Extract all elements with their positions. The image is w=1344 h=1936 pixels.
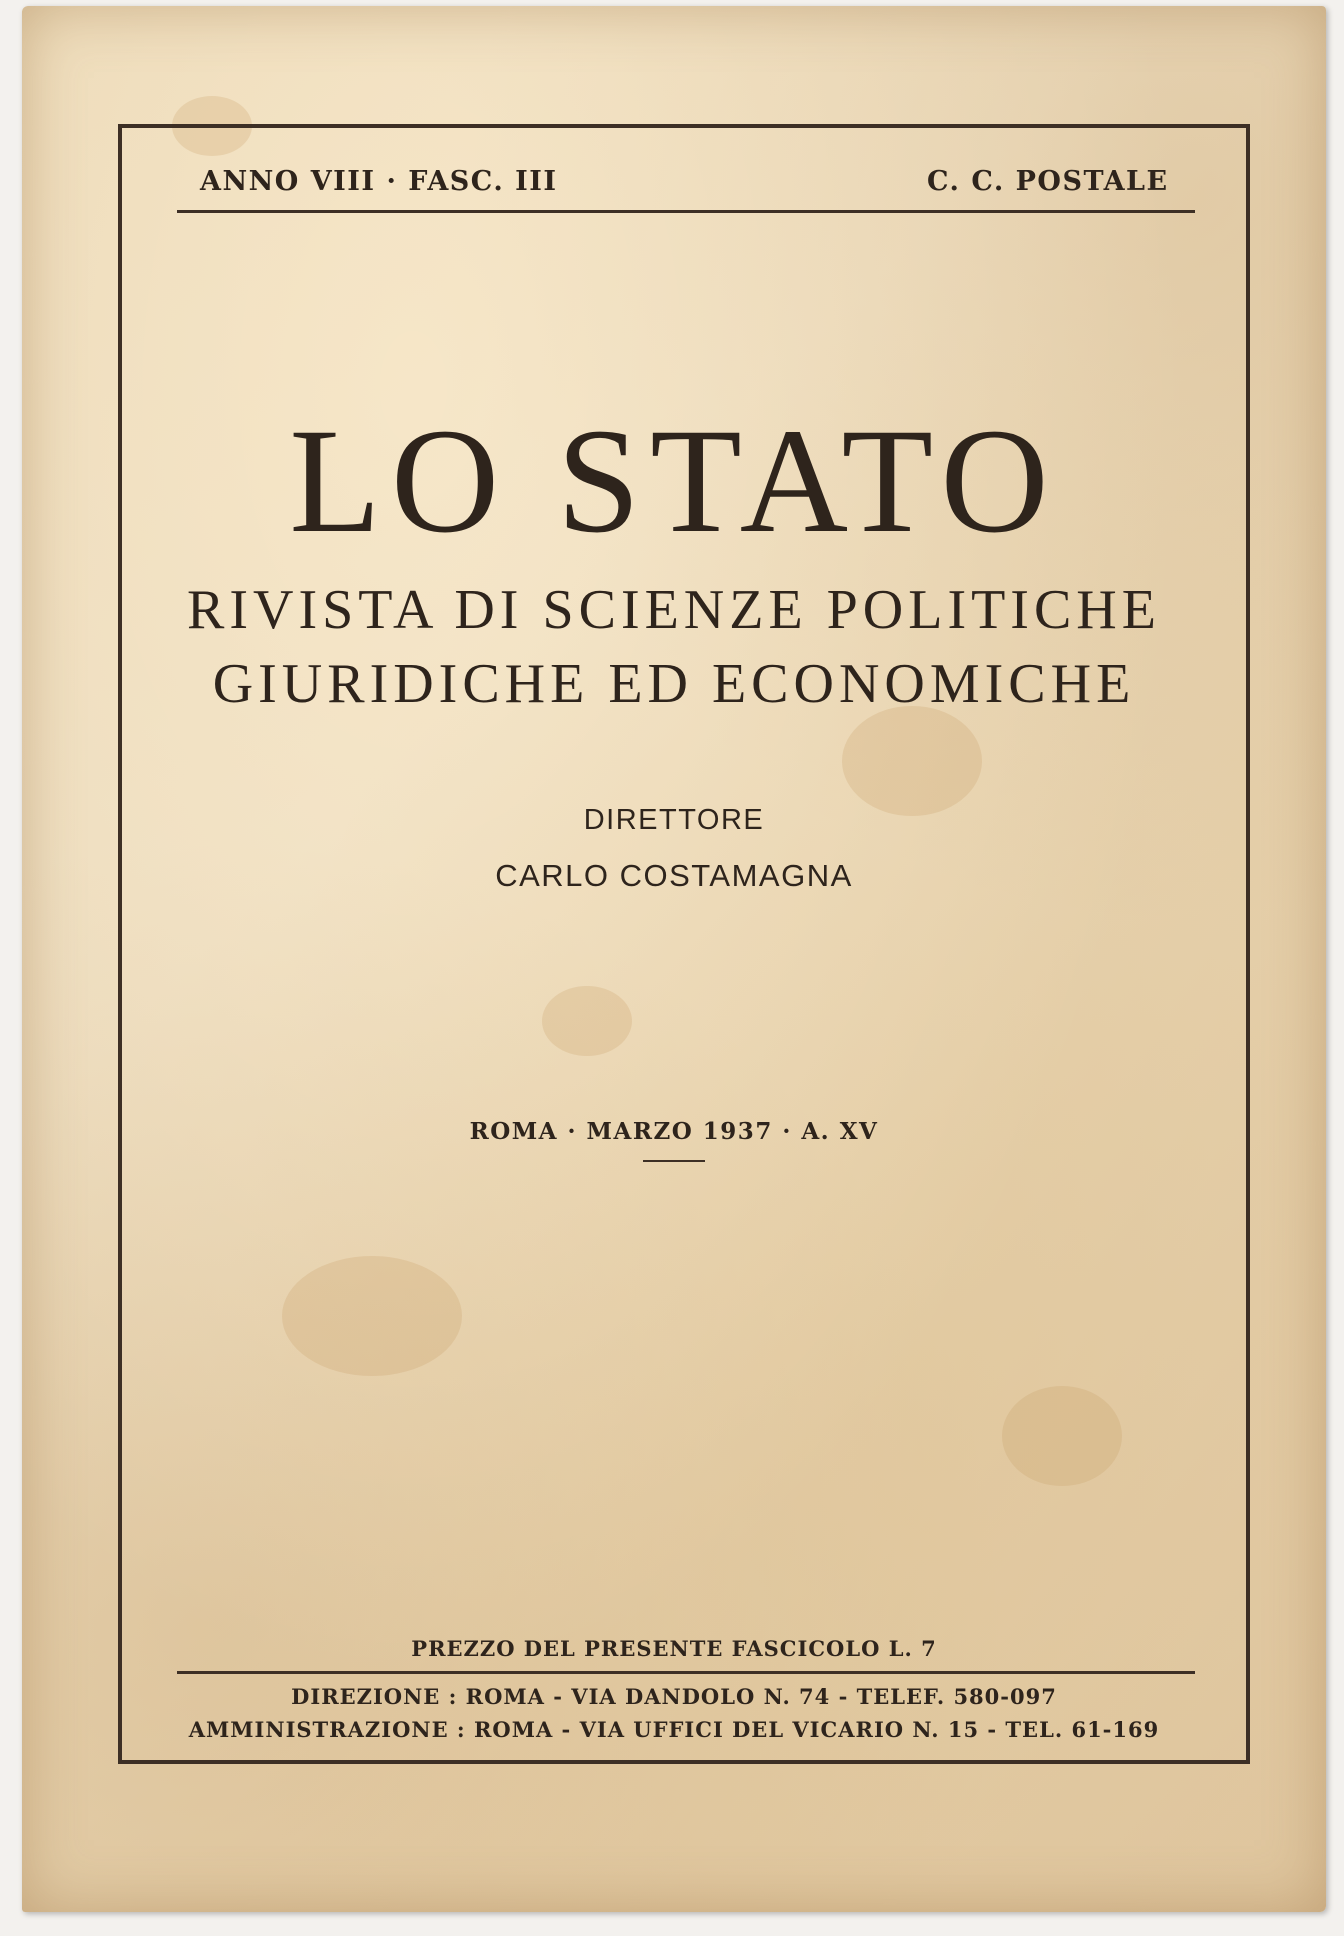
magazine-subtitle-line-1: RIVISTA DI SCIENZE POLITICHE bbox=[187, 579, 1161, 641]
publication-place-date: ROMA · MARZO 1937 · A. XV bbox=[469, 1118, 879, 1145]
magazine-cover bbox=[22, 6, 1326, 1912]
director-label: DIRETTORE bbox=[583, 804, 765, 836]
header-rule bbox=[177, 210, 1195, 213]
magazine-subtitle-line-2: GIURIDICHE ED ECONOMICHE bbox=[212, 653, 1136, 715]
director-name: CARLO COSTAMAGNA bbox=[495, 858, 853, 893]
footer-rule bbox=[177, 1671, 1195, 1674]
issue-price: PREZZO DEL PRESENTE FASCICOLO L. 7 bbox=[411, 1636, 937, 1661]
issue-volume-label: ANNO VIII · FASC. III bbox=[200, 166, 558, 197]
administration-address: AMMINISTRAZIONE : ROMA - VIA UFFICI DEL VICARIO N. 15 - TEL. 61-169 bbox=[188, 1717, 1160, 1742]
magazine-title: LO STATO bbox=[289, 398, 1059, 564]
cover-border-frame bbox=[118, 124, 1250, 1764]
postal-account-label: C. C. POSTALE bbox=[927, 166, 1169, 197]
editorial-address: DIREZIONE : ROMA - VIA DANDOLO N. 74 - TELEF. 580-097 bbox=[291, 1684, 1057, 1709]
date-underline bbox=[643, 1160, 705, 1162]
